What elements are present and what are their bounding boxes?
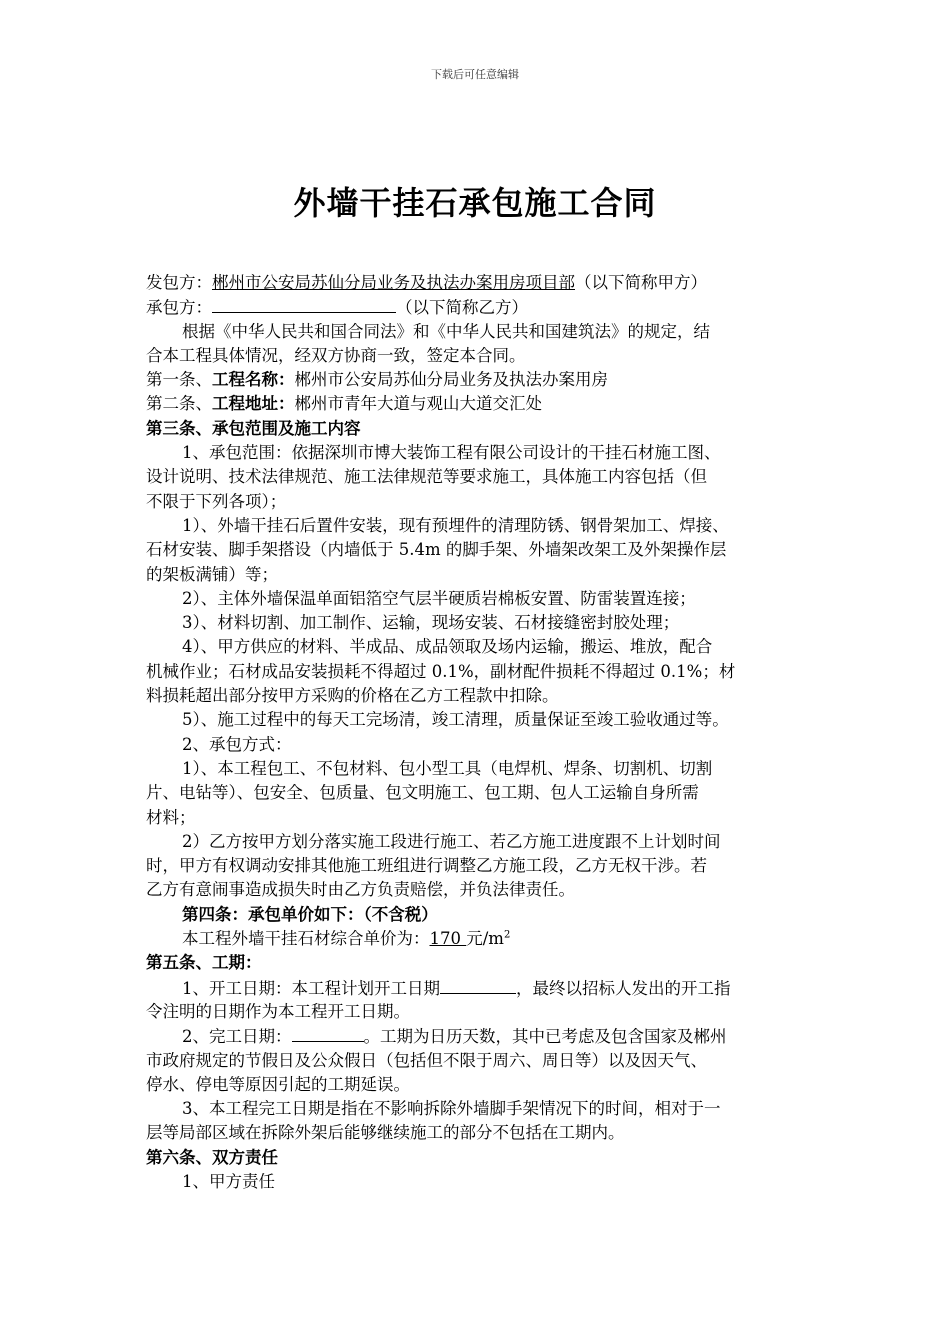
paragraph-line: 3、本工程完工日期是指在不影响拆除外墙脚手架情况下的时间，相对于一 — [182, 1099, 721, 1119]
paragraph-line: 的架板满铺）等； — [146, 564, 278, 584]
paragraph-line: 不限于下列各项）； — [146, 491, 287, 511]
party-a-line — [146, 271, 816, 295]
paragraph-line: 1）、外墙干挂石后置件安装，现有预埋件的清理防锈、钢骨架加工、焊接、 — [182, 515, 729, 535]
paragraph-line: 4）、甲方供应的材料、半成品、成品领取及场内运输，搬运、堆放，配合 — [182, 637, 713, 657]
article-1 — [146, 368, 816, 392]
article-2-prefix: 第二条、 — [146, 394, 212, 414]
paragraph-line: 机械作业；石材成品安装损耗不得超过 0.1%，副材配件损耗不得超过 0.1%；材 — [146, 661, 736, 681]
price-unit: 元/m — [466, 929, 504, 949]
price-unit-superscript: 2 — [503, 929, 511, 941]
paragraph-line: 5）、施工过程中的每天工完场清，竣工清理，质量保证至竣工验收通过等。 — [182, 710, 729, 730]
article-6-heading: 第六条、双方责任 — [146, 1147, 278, 1167]
paragraph-line: 料损耗超出部分按甲方采购的价格在乙方工程款中扣除。 — [146, 686, 559, 706]
intro-line: 合本工程具体情况，经双方协商一致，签定本合同。 — [146, 345, 526, 365]
start-date-text-2: ，最终以招标人发出的开工指 — [516, 978, 731, 998]
end-date-text-2: 。工期为日历天数，其中已考虑及包含国家及郴州 — [363, 1027, 727, 1047]
paragraph-line: 时，甲方有权调动安排其他施工班组进行调整乙方施工段，乙方无权干涉。若 — [146, 856, 707, 876]
document-title: 外墙干挂石承包施工合同 — [293, 184, 657, 222]
paragraph-line: 1、甲方责任 — [182, 1171, 275, 1191]
paragraph-line: 2）乙方按甲方划分落实施工段进行施工、若乙方施工进度跟不上计划时间 — [182, 831, 721, 851]
party-b-suffix: （以下简称乙方） — [396, 298, 528, 318]
paragraph-line: 乙方有意闹事造成损失时由乙方负责赔偿，并负法律责任。 — [146, 880, 575, 900]
paragraph-line: 石材安装、脚手架搭设（内墙低于 5.4m 的脚手架、外墙架改架工及外架操作层 — [146, 540, 727, 560]
article-1-prefix: 第一条、 — [146, 370, 212, 390]
intro-line: 根据《中华人民共和国合同法》和《中华人民共和国建筑法》的规定，结 — [182, 321, 710, 341]
start-date-text: 1、开工日期：本工程计划开工日期 — [182, 978, 440, 998]
paragraph-line: 2）、主体外墙保温单面铝箔空气层半硬质岩棉板安置、防雷装置连接； — [182, 588, 696, 608]
article-5-heading: 第五条、工期： — [146, 953, 262, 973]
paragraph-line: 1、承包范围：依据深圳市博大装饰工程有限公司设计的干挂石材施工图、 — [182, 443, 721, 463]
end-date-blank — [292, 1024, 364, 1042]
paragraph-line: 停水、停电等原因引起的工期延误。 — [146, 1074, 410, 1094]
start-date-line — [146, 976, 816, 1000]
party-b-blank — [212, 295, 396, 313]
article-1-label: 工程名称： — [212, 370, 295, 390]
end-date-text: 2、完工日期： — [182, 1027, 292, 1047]
contract-body — [146, 271, 816, 1194]
party-a-suffix: （以下简称甲方） — [575, 273, 707, 292]
paragraph-line: 设计说明、技术法律规范、施工法律规范等要求施工，具体施工内容包括（但 — [146, 467, 707, 487]
end-date-line — [146, 1024, 816, 1048]
paragraph-line: 市政府规定的节假日及公众假日（包括但不限于周六、周日等）以及因天气、 — [146, 1050, 707, 1070]
article-2 — [146, 392, 816, 416]
article-4-heading: 第四条：承包单价如下：（不含税） — [182, 904, 438, 924]
price-prefix: 本工程外墙干挂石材综合单价为： — [182, 929, 430, 949]
article-3-heading: 第三条、承包范围及施工内容 — [146, 418, 361, 438]
price-line — [146, 927, 816, 951]
price-value: 170 — [429, 929, 467, 949]
header-note: 下载后可任意编辑 — [431, 68, 519, 81]
article-2-value: 郴州市青年大道与观山大道交汇处 — [294, 394, 542, 414]
paragraph-line: 层等局部区域在拆除外架后能够继续施工的部分不包括在工期内。 — [146, 1123, 625, 1143]
party-a-label: 发包方： — [146, 273, 212, 292]
article-2-label: 工程地址： — [212, 394, 295, 414]
party-b-line — [146, 295, 816, 319]
start-date-blank — [440, 976, 516, 994]
paragraph-line: 令注明的日期作为本工程开工日期。 — [146, 1001, 410, 1021]
paragraph-line: 1）、本工程包工、不包材料、包小型工具（电焊机、焊条、切割机、切割 — [182, 758, 713, 778]
party-b-label: 承包方： — [146, 298, 212, 318]
paragraph-line: 材料； — [146, 807, 196, 827]
party-a-name: 郴州市公安局苏仙分局业务及执法办案用房项目部 — [212, 273, 575, 292]
paragraph-line: 片、电钻等）、包安全、包质量、包文明施工、包工期、包人工运输自身所需 — [146, 783, 699, 803]
article-1-value: 郴州市公安局苏仙分局业务及执法办案用房 — [294, 370, 608, 390]
paragraph-line: 2、承包方式： — [182, 734, 292, 754]
paragraph-line: 3）、材料切割、加工制作、运输，现场安装、石材接缝密封胶处理； — [182, 613, 680, 633]
